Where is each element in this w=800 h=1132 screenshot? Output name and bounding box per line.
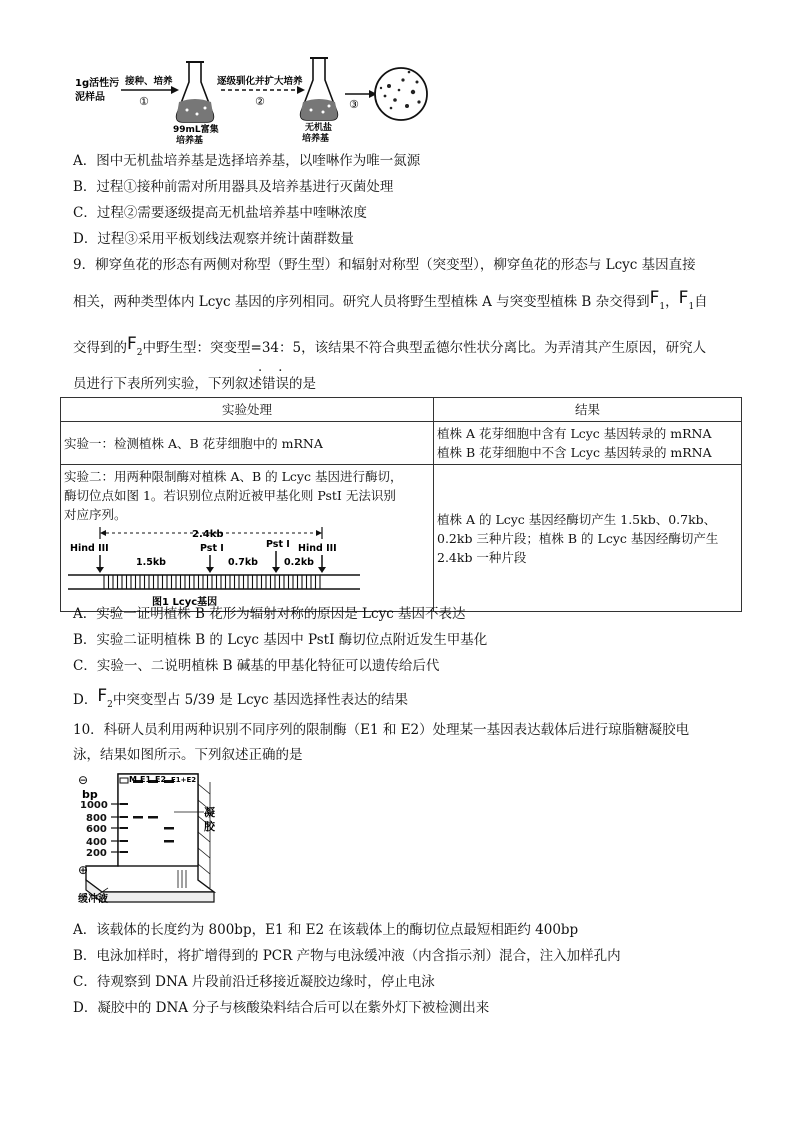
q9-stem-line4: 员进行下表所列实验，下列叙述错误的是 (73, 376, 316, 392)
exp2-treatment: 实验二：用两种限制酶对植株 A、B 的 Lcyc 基因进行酶切， 酶切位点如图 1。若识别位点附近被甲基化则 PstI 无法识别 对应序列。 2.4kb Hind III Pst I Pst I Hind III 1.5kb 0.7kb 0.2kb 图1 Lcyc基因 (61, 465, 434, 612)
table-row (61, 465, 742, 612)
q9-option-b: B．实验二证明植株 B 的 Lcyc 基因中 PstI 酶切位点附近发生甲基化 (73, 632, 488, 648)
ladder-400: 400 (86, 837, 107, 848)
q9-stem-line1: 9．柳穿鱼花的形态有两侧对称型（野生型）和辐射对称型（突变型），柳穿鱼花的形态与 Lcyc 基因直接 (73, 257, 696, 273)
gel-label: 凝 (204, 806, 215, 819)
anode-icon: ⊕ (78, 863, 89, 877)
exp1-treatment: 实验一：检测植株 A、B 花芽细胞中的 mRNA (61, 422, 434, 465)
table-row (61, 422, 742, 465)
q10-option-a: A．该载体的长度约为 800bp，E1 和 E2 在该载体上的酶切位点最短相距约 400bp (73, 922, 579, 938)
total-length-label: 2.4kb (192, 529, 224, 540)
enrichment-flask-icon (177, 62, 214, 122)
culture-flow-diagram (73, 52, 433, 146)
svg-text:培养基: 培养基 (302, 134, 330, 144)
flask1-label: 99mL富集 (173, 125, 219, 135)
lane-m-label: M (129, 775, 137, 784)
experiment-table (60, 397, 742, 612)
q10-option-c: C．待观察到 DNA 片段前沿迁移接近凝胶边缘时，停止电泳 (73, 974, 435, 990)
q10-stem-line2: 泳，结果如图所示。下列叙述正确的是 (73, 747, 303, 763)
flask2-label: 无机盐 (305, 123, 333, 133)
q9-option-a: A．实验一证明植株 B 花形为辐射对称的原因是 Lcyc 基因不表达 (73, 606, 466, 622)
ladder-800: 800 (86, 813, 107, 824)
ladder-1000: 1000 (80, 800, 108, 811)
exp1-result: 植株 A 花芽细胞中含有 Lcyc 基因转录的 mRNA 植株 B 花芽细胞中不含 Lcyc 基因转录的 mRNA (434, 422, 742, 465)
pst1-right-label: Pst I (266, 539, 290, 550)
step2-number: ② (255, 95, 265, 108)
q8-option-c: C．过程②需要逐级提高无机盐培养基中喹啉浓度 (73, 205, 367, 221)
step1-label: 接种、培养 (125, 76, 173, 87)
svg-text:1g活性污: 1g活性污 (75, 78, 120, 89)
cathode-icon: ⊖ (78, 773, 89, 787)
q9-stem-line3: 交得到的$F_2$中野生型：突变型=34：5，该结果不符合典型孟德尔性状分离比。为弄清其产生原因，研究人 (73, 334, 707, 358)
q9-option-c: C．实验一、二说明植株 B 碱基的甲基化特征可以遗传给后代 (73, 658, 440, 674)
q9-option-d: D．$F_2$中突变型占 5/39 是 Lcyc 基因选择性表达的结果 (73, 686, 409, 710)
lane-e1-label: E1 (140, 775, 152, 784)
mineral-medium-flask-icon (301, 58, 338, 120)
step3-number: ③ (349, 98, 359, 111)
step1-number: ① (139, 95, 149, 108)
q8-option-d: D．过程③采用平板划线法观察并统计菌群数量 (73, 231, 354, 247)
step2-label: 逐级驯化并扩大培养 (217, 76, 303, 87)
bp-unit-label: bp (82, 788, 98, 801)
q10-stem-line1: 10．科研人员利用两种识别不同序列的限制酶（E1 和 E2）处理某一基因表达载体后进行琼脂糖凝胶电 (73, 722, 690, 738)
fragment-0-2kb-label: 0.2kb (284, 557, 314, 568)
buffer-label: 缓冲液 (78, 894, 108, 905)
hind3-right-label: Hind III (298, 543, 337, 554)
fragment-0-7kb-label: 0.7kb (228, 557, 258, 568)
q9-stem-line2: 相关，两种类型体内 Lcyc 基因的序列相同。研究人员将野生型植株 A 与突变型植株 B 杂交得到$F_1$，$F_1$自 (73, 288, 708, 312)
figure-caption: 图1 Lcyc基因 (152, 597, 218, 608)
ladder-200: 200 (86, 848, 107, 859)
pst1-left-label: Pst I (200, 543, 224, 554)
hind3-left-label: Hind III (70, 543, 109, 554)
ladder-600: 600 (86, 824, 107, 835)
q10-option-b: B．电泳加样时，将扩增得到的 PCR 产物与电泳缓冲液（内含指示剂）混合，注入加样孔内 (73, 948, 621, 964)
table-header-treatment: 实验处理 (61, 398, 434, 422)
lane-e2-label: E2 (155, 775, 167, 784)
q10-option-d: D．凝胶中的 DNA 分子与核酸染料结合后可以在紫外灯下被检测出来 (73, 1000, 490, 1016)
q8-option-b: B．过程①接种前需对所用器具及培养基进行灭菌处理 (73, 179, 394, 195)
exp2-result: 植株 A 的 Lcyc 基因经酶切产生 1.5kb、0.7kb、 0.2kb 三种片段；植株 B 的 Lcyc 基因经酶切产生 2.4kb 一种片段 (434, 465, 742, 612)
emphasis-dots: . . (258, 360, 289, 375)
petri-dish-icon (375, 68, 427, 120)
table-header-result: 结果 (434, 398, 742, 422)
svg-text:胶: 胶 (204, 820, 215, 833)
fragment-1-5kb-label: 1.5kb (136, 557, 166, 568)
q8-option-a: A．图中无机盐培养基是选择培养基，以喹啉作为唯一氮源 (73, 153, 421, 169)
lcyc-gene-restriction-map (64, 525, 364, 609)
svg-text:泥样品: 泥样品 (75, 92, 105, 103)
lane-e1e2-label: E1+E2 (171, 776, 197, 784)
gel-electrophoresis-figure (78, 770, 228, 905)
svg-text:培养基: 培养基 (176, 136, 204, 146)
